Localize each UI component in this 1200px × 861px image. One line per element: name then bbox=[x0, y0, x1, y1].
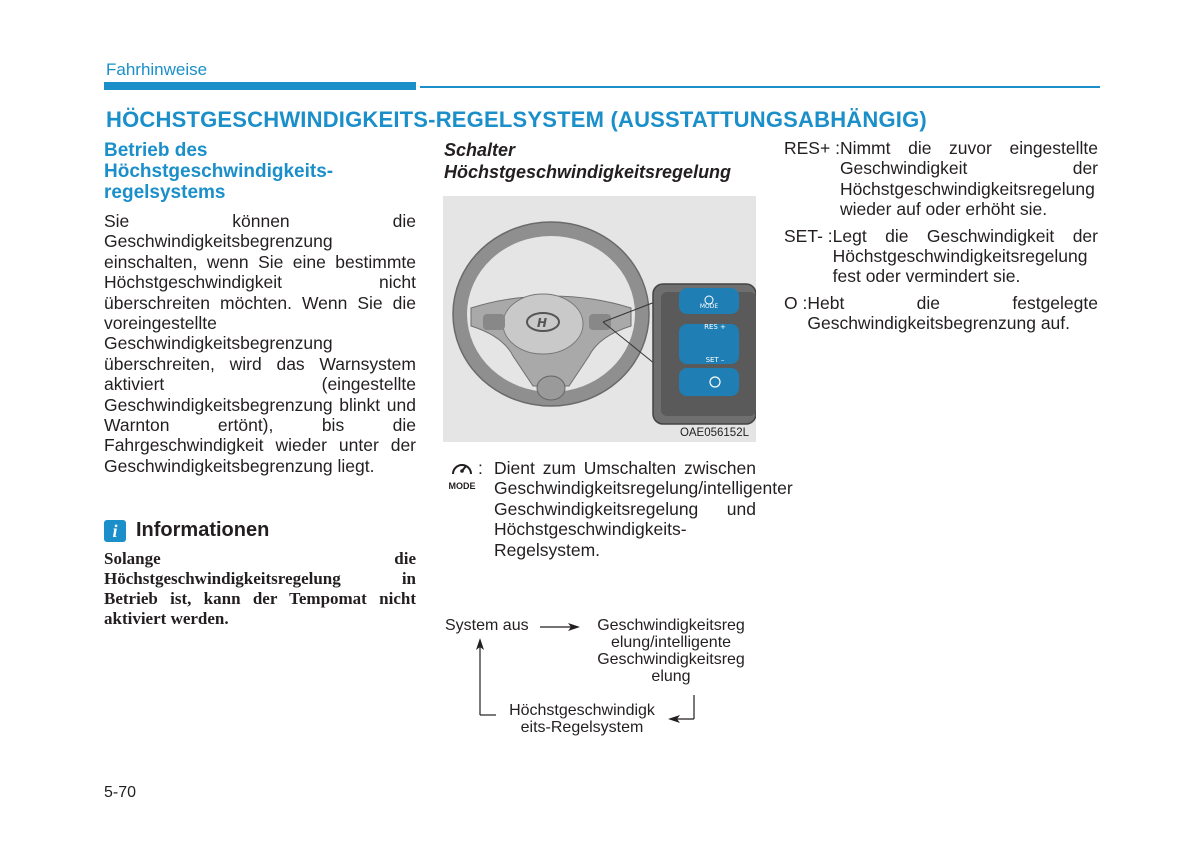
steering-wheel-illustration bbox=[443, 196, 756, 442]
definition-key: SET- : bbox=[784, 225, 833, 246]
definition-key: RES+ : bbox=[784, 138, 840, 158]
cancel-button bbox=[679, 368, 739, 396]
switch-heading-line2: Höchstgeschwindigkeitsregelung bbox=[444, 162, 732, 182]
flow-cruise-control: Geschwindigkeitsreg elung/intelligente Geschwindigkeitsreg elung bbox=[597, 617, 745, 685]
flow-speed-limiter: Höchstgeschwindigk eits-Regelsystem bbox=[509, 702, 655, 736]
flow-arrows bbox=[444, 612, 764, 742]
section-label: Fahrhinweise bbox=[106, 60, 208, 79]
inset-set-label: SET – bbox=[705, 356, 725, 364]
switch-heading-line1: Schalter bbox=[444, 140, 516, 160]
svg-text:H: H bbox=[537, 316, 548, 330]
mode-icon bbox=[446, 458, 478, 492]
operation-paragraph: Sie können die Geschwindigkeitsbegrenzung einschalten, wenn Sie eine bestimmte Höchstgeschwindigkeit nicht überschreiten möchten. Wenn Sie die voreingestellte Geschwindigkeitsbegrenzung überschreiten, wird das Warnsystem aktiviert (eingestellte Geschwindigkeitsbegrenzung blinkt und Warnton ertönt), bis die Fahrgeschwindigkeit wieder unter der Geschwindigkeitsbegrenzung liegt. bbox=[104, 211, 416, 476]
mode-separator: : bbox=[478, 458, 483, 478]
definition-key: O : bbox=[784, 292, 808, 313]
steering-wheel-icon bbox=[453, 222, 649, 406]
mode-icon-label: MODE bbox=[448, 481, 476, 491]
info-text: Solange die Höchstgeschwindigkeitsregelung in Betrieb ist, kann der Tempomat nicht aktiviert werden. bbox=[104, 549, 416, 628]
info-box-header bbox=[104, 519, 269, 542]
definition-cancel bbox=[784, 293, 1098, 334]
definition-text: Hebt die festgelegte Geschwindigkeitsbegrenzung auf. bbox=[807, 292, 1098, 334]
page-number: 5-70 bbox=[104, 784, 137, 801]
definition-res bbox=[784, 138, 1098, 220]
switch-heading bbox=[444, 139, 764, 183]
button-inset bbox=[653, 284, 756, 424]
mode-description: Dient zum Umschalten zwischen Geschwindigkeitsregelung/intelligenter Geschwindigkeitsregelung und Höchstgeschwindigkeits-Regelsystem. bbox=[494, 458, 793, 560]
figure-code: OAE056152L bbox=[679, 427, 749, 439]
mode-flow-diagram bbox=[444, 612, 764, 742]
info-title: Informationen bbox=[136, 519, 270, 541]
definition-text: Legt die Geschwindigkeit der Höchstgeschwindigkeitsregelung fest oder vermindert sie. bbox=[832, 225, 1098, 287]
header-rule-thick bbox=[104, 82, 416, 90]
inset-res-label: RES + bbox=[704, 323, 726, 331]
page-title: HÖCHSTGESCHWINDIGKEITS-REGELSYSTEM (AUSSTATTUNGSABHÄNGIG) bbox=[106, 107, 927, 132]
definition-text: Nimmt die zuvor eingestellte Geschwindigkeit der Höchstgeschwindigkeitsregelung wieder auf oder erhöht sie. bbox=[839, 138, 1098, 220]
steering-wheel-figure bbox=[443, 196, 756, 442]
flow-system-off: System aus bbox=[445, 617, 529, 634]
button-definitions bbox=[784, 138, 1098, 340]
header-rule-thin bbox=[420, 86, 1100, 88]
operation-heading: Betrieb des Höchstgeschwindigkeits-regelsystems bbox=[104, 140, 334, 203]
inset-mode-label: MODE bbox=[699, 303, 719, 310]
info-icon: i bbox=[104, 520, 126, 542]
definition-set bbox=[784, 226, 1098, 287]
mode-button bbox=[679, 288, 739, 314]
